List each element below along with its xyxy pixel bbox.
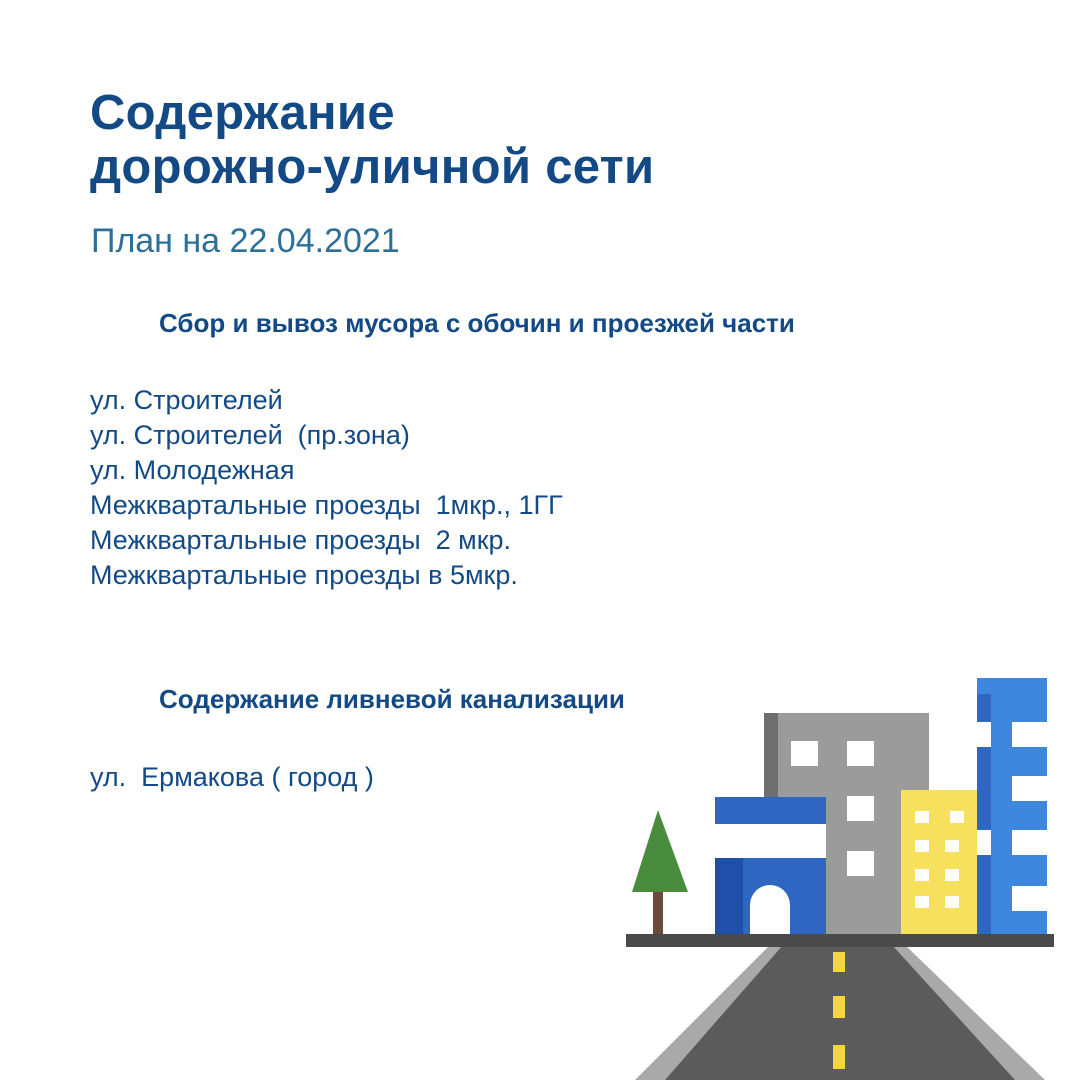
- section-heading-drainage: Содержание ливневой канализации: [159, 684, 625, 714]
- list-item: Межквартальные проезды в 5мкр.: [90, 560, 518, 590]
- section-heading-garbage: Сбор и вывоз мусора с обочин и проезжей части: [159, 308, 795, 338]
- ground-platform: [626, 934, 1054, 947]
- drainage-street-list: [90, 760, 374, 795]
- garbage-street-list: [90, 383, 563, 593]
- city-road-illustration-icon: [620, 670, 1060, 1080]
- list-item: ул. Строителей (пр.зона): [90, 420, 410, 450]
- plan-date: План на 22.04.2021: [91, 222, 400, 260]
- list-item: Межквартальные проезды 2 мкр.: [90, 525, 512, 555]
- lane-markings: [833, 952, 845, 1069]
- blue-building-icon: [715, 797, 826, 938]
- page-title-line-1: Содержание: [90, 86, 395, 140]
- blue-tower-icon: [977, 678, 1047, 938]
- list-item: Межквартальные проезды 1мкр., 1ГГ: [90, 490, 563, 520]
- list-item: ул. Строителей: [90, 385, 283, 415]
- list-item: ул. Молодежная: [90, 455, 295, 485]
- yellow-building-icon: [901, 790, 977, 938]
- page-title-line-2: дорожно-уличной сети: [90, 140, 655, 194]
- page-title: [90, 86, 654, 194]
- list-item: ул. Ермакова ( город ): [90, 762, 374, 792]
- tree-icon: [632, 810, 688, 938]
